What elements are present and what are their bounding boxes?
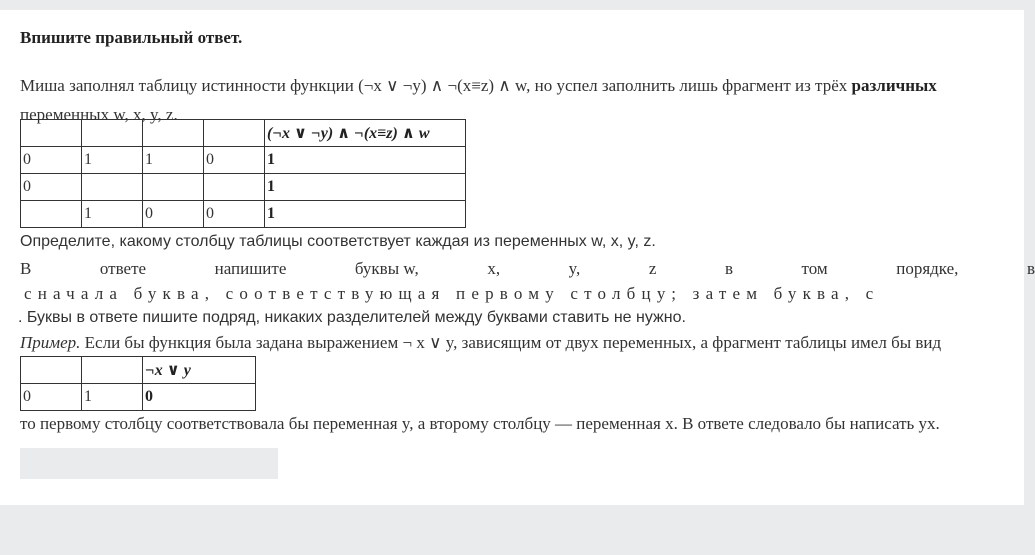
instruction-word: в	[1026, 259, 1035, 278]
table-cell	[21, 201, 82, 228]
table-cell: 0	[21, 384, 82, 411]
example-text: Если бы функция была задана выражением ¬ x ∨ y, зависящим от двух переменных, а фрагмент таблицы имел бы вид	[80, 333, 942, 352]
header-cell	[82, 120, 143, 147]
intro-bold-word: различных	[851, 76, 937, 95]
example-table	[20, 356, 256, 411]
conclusion-text: то первому столбцу соответствовала бы переменная y, а второму столбцу — переменная x. В ответе следовало бы написать yx.	[20, 414, 940, 433]
table-cell: 1	[82, 147, 143, 174]
table-cell: 0	[21, 174, 82, 201]
table-row	[21, 174, 466, 201]
example-line	[20, 333, 941, 353]
header-cell	[21, 120, 82, 147]
table-cell	[82, 174, 143, 201]
instruction-word: напишите	[214, 259, 287, 278]
instruction-word: z	[648, 259, 657, 278]
intro-line-2: переменных w, x, y, z.	[20, 105, 178, 124]
table-row	[21, 384, 256, 411]
function-value-cell: 1	[265, 174, 466, 201]
intro-formula: (¬x ∨ ¬y) ∧ ¬(x≡z) ∧ w	[358, 76, 527, 95]
table-row	[21, 147, 466, 174]
instruction-word: В	[20, 259, 32, 278]
table-cell: 0	[143, 201, 204, 228]
instruction-word: x,	[487, 259, 501, 278]
instruction-word: y,	[568, 259, 581, 278]
instruction-word: ответе	[99, 259, 147, 278]
header-cell	[204, 120, 265, 147]
instruction-word: буквы w,	[354, 259, 419, 278]
truth-table-fragment	[20, 119, 466, 228]
instruction-word: том	[801, 259, 828, 278]
table-cell: 0	[204, 147, 265, 174]
task-panel	[0, 10, 1035, 505]
instruction-word: порядке,	[896, 259, 959, 278]
header-cell	[21, 357, 82, 384]
table-row	[21, 201, 466, 228]
table-cell: 1	[82, 201, 143, 228]
table-header-row	[21, 120, 466, 147]
function-value-cell: 0	[143, 384, 256, 411]
table-cell	[143, 174, 204, 201]
header-cell	[82, 357, 143, 384]
function-value-cell: 1	[265, 201, 466, 228]
function-header-cell: (¬x ∨ ¬y) ∧ ¬(x≡z) ∧ w	[265, 120, 466, 147]
instruction-line-1	[20, 259, 1035, 279]
table-header-row	[21, 357, 256, 384]
header-cell	[143, 120, 204, 147]
instruction-line-3: . Буквы в ответе пишите подряд, никаких разделителей между буквами ставить не нужно.	[18, 309, 686, 326]
table-cell: 1	[143, 147, 204, 174]
table-cell: 1	[82, 384, 143, 411]
intro-prefix: Миша заполнял таблицу истинности функции	[20, 76, 354, 95]
example-label: Пример.	[20, 333, 81, 352]
intro-line-1	[20, 76, 937, 96]
function-value-cell: 1	[265, 147, 466, 174]
table-cell	[204, 174, 265, 201]
answer-input[interactable]	[20, 448, 278, 479]
table-cell: 0	[204, 201, 265, 228]
instruction-line-2: сначала буква, соответствующая первому столбцу; затем буква, с	[24, 284, 880, 303]
question-text: Определите, какому столбцу таблицы соответствует каждая из переменных w, x, y, z.	[20, 233, 656, 250]
intro-middle: , но успел заполнить лишь фрагмент из трёх	[526, 76, 848, 95]
function-header-cell: ¬x ∨ y	[143, 357, 256, 384]
task-heading: Впишите правильный ответ.	[20, 28, 243, 47]
instruction-word: в	[724, 259, 733, 278]
table-cell: 0	[21, 147, 82, 174]
